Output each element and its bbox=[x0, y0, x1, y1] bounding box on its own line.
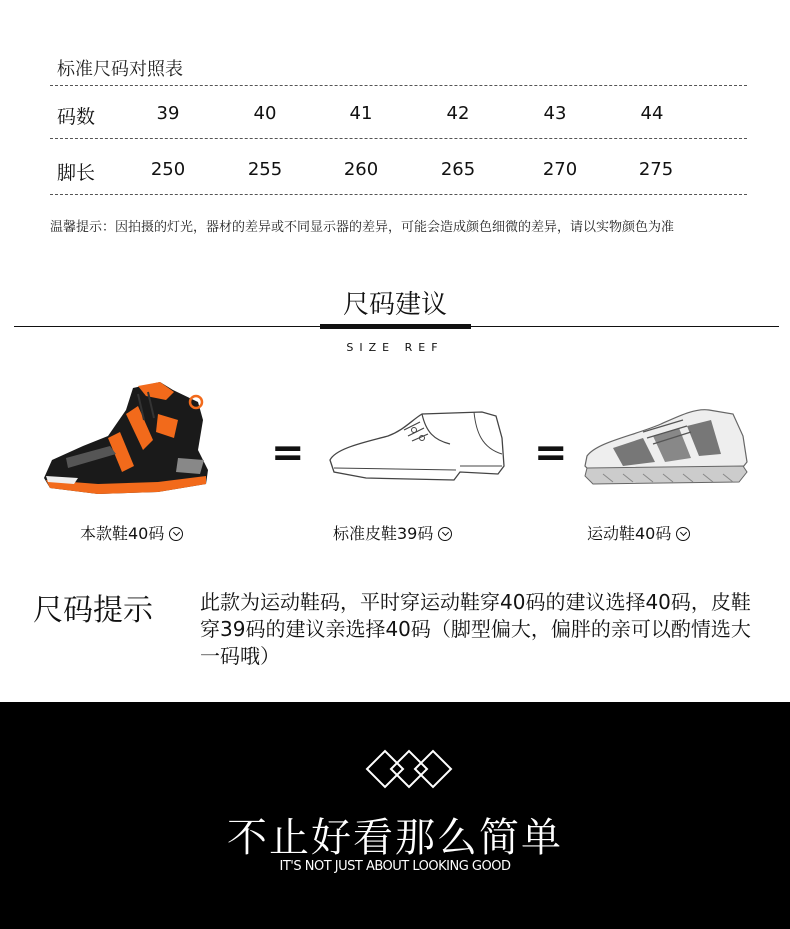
table-divider bbox=[50, 138, 747, 139]
length-cell: 265 bbox=[440, 159, 476, 180]
row-label-size: 码数 bbox=[57, 106, 96, 128]
section-rule-accent bbox=[320, 324, 471, 329]
leather-shoe-image bbox=[326, 408, 510, 486]
table-divider bbox=[50, 194, 747, 195]
size-ref-subtitle: SIZE REF bbox=[346, 341, 444, 354]
banner-subtitle: IT'S NOT JUST ABOUT LOOKING GOOD bbox=[279, 859, 511, 874]
caption-sport-shoe bbox=[587, 521, 690, 544]
size-tip-body: 此款为运动鞋码，平时穿运动鞋穿40码的建议选择40码，皮鞋穿39码的建议亲选择40码（脚型偏大，偏胖的亲可以酌情选大一码哦） bbox=[200, 590, 751, 668]
caption-text: 运动鞋40码 bbox=[587, 524, 672, 543]
color-note: 温馨提示：因拍摄的灯光，器材的差异或不同显示器的差异，可能会造成颜色细微的差异，请以实物颜色为准 bbox=[50, 220, 675, 235]
banner-title: 不止好看那么简单 bbox=[227, 815, 563, 861]
length-cell: 275 bbox=[638, 159, 674, 180]
size-cell: 39 bbox=[156, 103, 180, 124]
cropped-top-text bbox=[420, 0, 660, 4]
equals-sign: = bbox=[271, 430, 305, 476]
caption-this-shoe bbox=[80, 521, 183, 544]
size-cell: 41 bbox=[349, 103, 373, 124]
chevron-down-circle-icon bbox=[676, 527, 690, 541]
caption-text: 本款鞋40码 bbox=[80, 524, 165, 543]
running-shoe-image bbox=[583, 406, 753, 488]
equals-sign: = bbox=[534, 430, 568, 476]
table-divider bbox=[50, 85, 747, 86]
row-label-foot-length: 脚长 bbox=[57, 162, 96, 184]
size-cell: 44 bbox=[640, 103, 664, 124]
size-cell: 42 bbox=[446, 103, 470, 124]
size-tip-heading: 尺码提示 bbox=[33, 593, 153, 628]
size-ref-title: 尺码建议 bbox=[342, 290, 447, 320]
triple-diamond-icon bbox=[364, 748, 454, 790]
caption-leather-shoe bbox=[333, 521, 452, 544]
size-table-title: 标准尺码对照表 bbox=[57, 59, 183, 80]
size-cell: 43 bbox=[543, 103, 567, 124]
caption-text: 标准皮鞋39码 bbox=[333, 524, 434, 543]
high-top-sneaker-image bbox=[38, 380, 213, 500]
length-cell: 260 bbox=[343, 159, 379, 180]
length-cell: 270 bbox=[542, 159, 578, 180]
length-cell: 255 bbox=[247, 159, 283, 180]
length-cell: 250 bbox=[150, 159, 186, 180]
chevron-down-circle-icon bbox=[169, 527, 183, 541]
chevron-down-circle-icon bbox=[438, 527, 452, 541]
size-cell: 40 bbox=[253, 103, 277, 124]
